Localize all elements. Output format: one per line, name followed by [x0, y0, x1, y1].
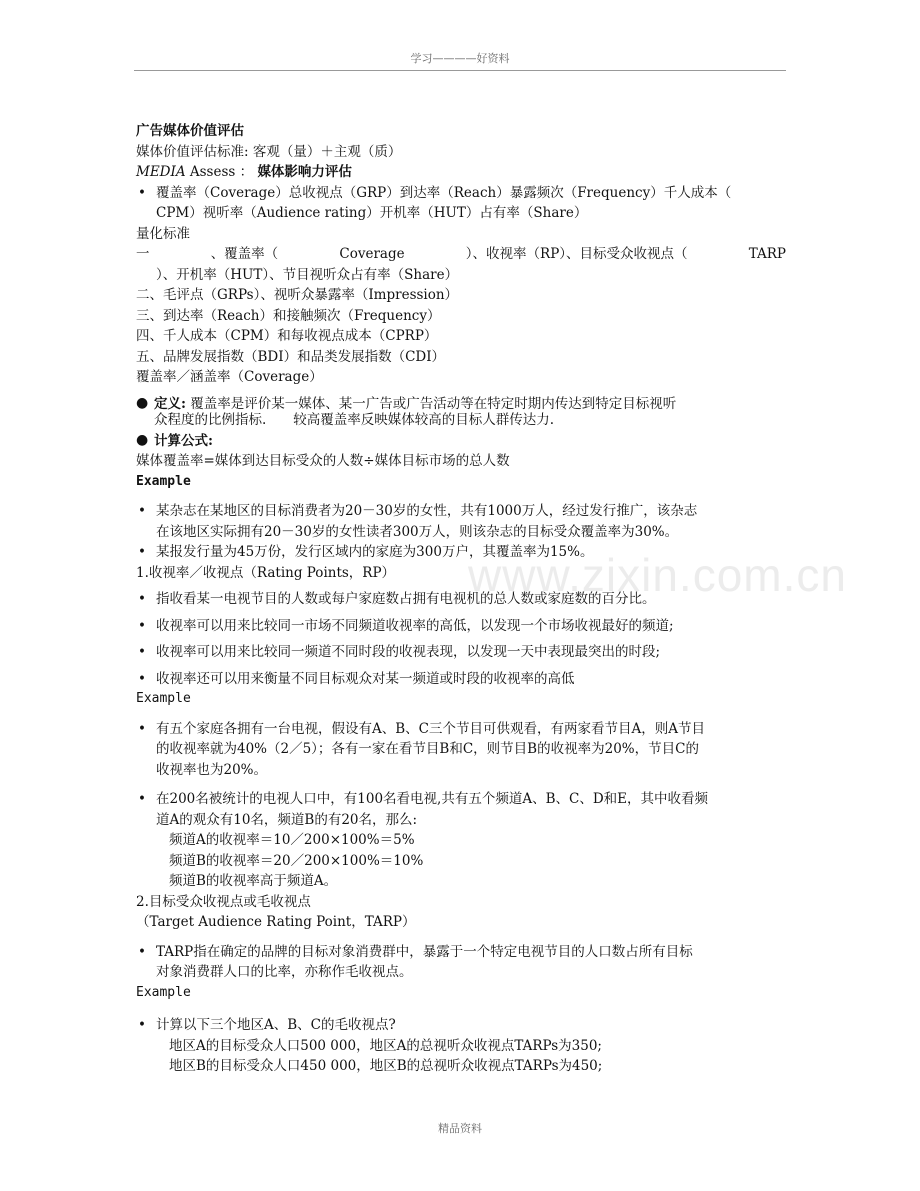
text-span: Assess ：: [185, 164, 254, 180]
text-span: MEDIA: [136, 164, 186, 180]
text-line: [136, 162, 786, 183]
page-header: 学习————好资料: [134, 48, 786, 71]
bullet-item: • 计算以下三个地区A、B、C的毛收视点?: [136, 1015, 786, 1036]
text-line: 媒体价值评估标准: 客观（量）＋主观（质）: [136, 143, 402, 160]
bullet-item: • 收视率可以用来比较同一频道不同时段的收视表现，以发现一天中表现最突出的时段;: [136, 642, 786, 663]
text-line: 众程度的比例指标. 较高覆盖率反映媒体较高的目标人群传达力.: [154, 412, 555, 428]
text-line: 覆盖率／涵盖率（Coverage）: [136, 369, 323, 385]
bullet-item: • 有五个家庭各拥有一台电视，假设有A、B、C三个节目可供观看，有两家看节目A，则A节目: [136, 719, 786, 740]
bullet-item: • 在200名被统计的电视人口中，有100名看电视,共有五个频道A、B、C、D和E，其中收看频: [136, 789, 786, 810]
bullet-item: • 收视率可以用来比较同一市场不同频道收视率的高低，以发现一个市场收视最好的频道;: [136, 616, 786, 637]
text-line: ）、开机率（HUT）、节目视听众占有率（Share）: [156, 266, 459, 283]
text-line: 四、千人成本（CPM）和每收视点成本（CPRP）: [136, 328, 438, 344]
text-line: 频道B的收视率高于频道A。: [169, 873, 338, 889]
text-span: TARP: [748, 246, 786, 262]
bullet-item: • 覆盖率（Coverage）总收视点（GRP）到达率（Reach）暴露频次（Frequency）千人成本（: [136, 183, 786, 204]
text-line: 在该地区实际拥有20－30岁的女性读者300万人，则该杂志的目标受众覆盖率为30%。: [156, 523, 679, 540]
text-line: [136, 244, 786, 265]
text-span: 定义:: [154, 395, 186, 412]
text-span: Coverage: [339, 246, 405, 262]
example-label: Example: [136, 984, 191, 1000]
text-span: 覆盖率是评价某一媒体、某一广告或广告活动等在特定时期内传达到特定目标视听: [185, 395, 677, 412]
text-span: 媒体影响力评估: [257, 164, 352, 180]
text-line: 三、到达率（Reach）和接触频次（Frequency）: [136, 307, 441, 324]
text-line: 五、品牌发展指数（BDI）和品类发展指数（CDI）: [136, 348, 446, 365]
text-line: 媒体覆盖率=媒体到达目标受众的人数÷媒体目标市场的总人数: [136, 453, 510, 469]
definition-item: [136, 394, 786, 415]
page-footer: 精品资料: [438, 1122, 482, 1135]
example-label: Example: [136, 691, 191, 706]
watermark: www.zixin.com.cn: [468, 549, 847, 601]
text-line: 地区B的目标受众人口450 000，地区B的总视听众收视点TARPs为450;: [169, 1058, 603, 1074]
text-line: （Target Audience Rating Point，TARP）: [136, 914, 416, 930]
text-line: 频道A的收视率＝10／200×100%＝5%: [169, 832, 415, 848]
bullet-item: • TARP指在确定的品牌的目标对象消费群中，暴露于一个特定电视节目的人口数占所有目标: [136, 942, 786, 963]
bullet-item: • 收视率还可以用来衡量不同目标观众对某一频道或时段的收视率的高低: [136, 669, 786, 690]
formula-heading: ● 计算公式:: [136, 431, 786, 452]
page-title: 广告媒体价值评估: [136, 123, 244, 139]
section-heading: 1.收视率／收视点（Rating Points，RP）: [136, 564, 396, 581]
text-line: 道A的观众有10名，频道B的有20名，那么:: [156, 811, 418, 828]
bullet-item: • 某报发行量为45万份，发行区域内的家庭为300万户，其覆盖率为15%。: [136, 542, 786, 563]
bullet-item: • 某杂志在某地区的目标消费者为20－30岁的女性，共有1000万人，经过发行推广，该杂志: [136, 501, 786, 522]
bullet-item: • 指收看某一电视节目的人数或每户家庭数占拥有电视机的总人数或家庭数的百分比。: [136, 589, 786, 610]
text-span: 一: [136, 246, 150, 262]
text-line: 地区A的目标受众人口500 000，地区A的总视听众收视点TARPs为350;: [169, 1037, 602, 1054]
text-line: 对象消费群人口的比率，亦称作毛收视点。: [156, 964, 413, 980]
text-line: 二、毛评点（GRPs）、视听众暴露率（Impression）: [136, 287, 459, 303]
text-line: 的收视率就为40%（2／5）；各有一家在看节目B和C，则节目B的收视率为20%，节目C的: [156, 741, 699, 757]
document-body: [136, 121, 786, 1077]
text-line: 量化标准: [136, 225, 190, 242]
text-line: 频道B的收视率＝20／200×100%＝10%: [169, 852, 424, 869]
text-span: 、覆盖率（: [210, 246, 279, 262]
text-line: 收视率也为20%。: [156, 761, 268, 778]
example-label: Example: [136, 473, 191, 489]
section-heading: 2.目标受众收视点或毛收视点: [136, 893, 311, 910]
text-line: CPM）视听率（Audience rating）开机率（HUT）占有率（Share）: [156, 205, 588, 221]
text-span: ）、收视率（RP）、目标受众收视点（: [465, 246, 688, 262]
